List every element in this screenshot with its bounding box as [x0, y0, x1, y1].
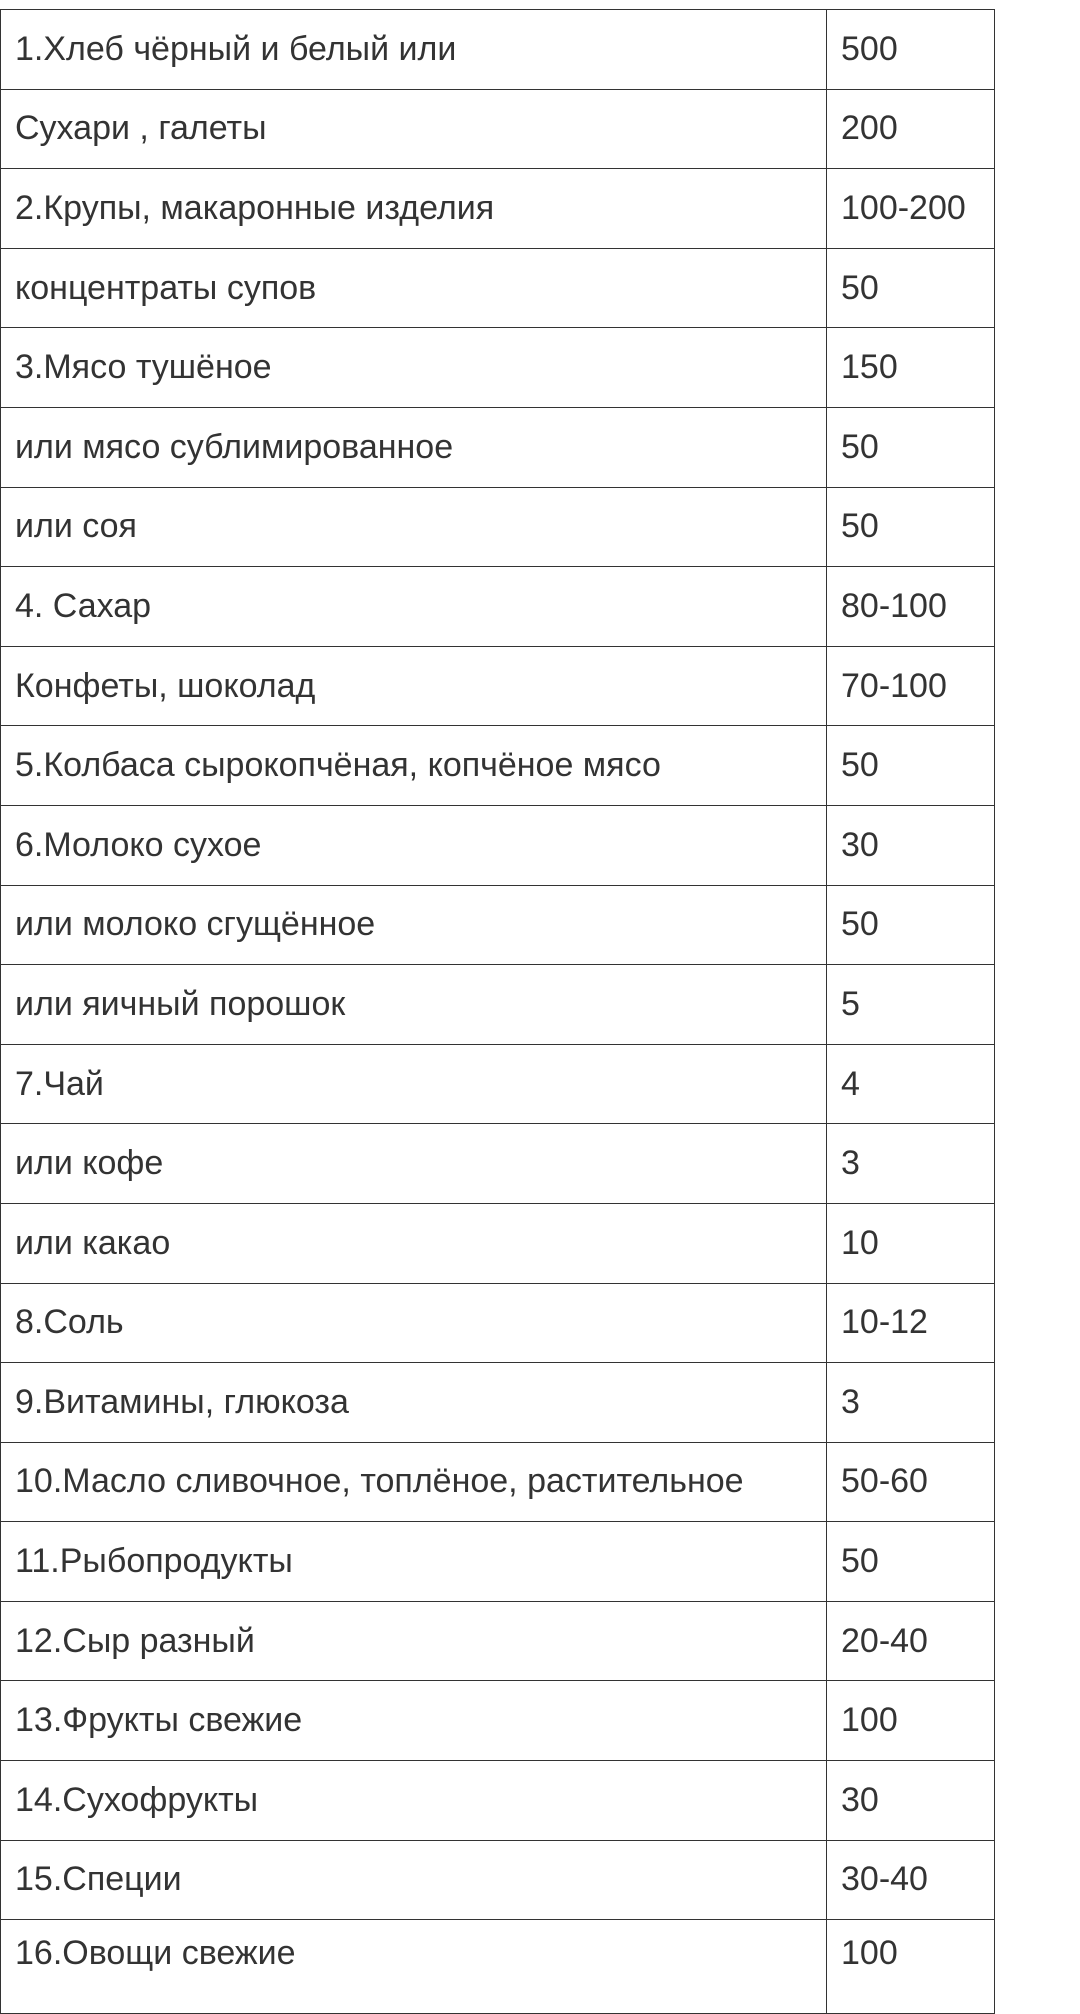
- food-ration-table: [0, 9, 995, 2014]
- item-cell: или молоко сгущённое: [1, 885, 827, 965]
- qty-cell: 30-40: [827, 1840, 995, 1920]
- item-cell: 10.Масло сливочное, топлёное, растительное: [1, 1442, 827, 1522]
- table-row: [1, 885, 995, 965]
- qty-cell: 100: [827, 1681, 995, 1761]
- table-row: [1, 1203, 995, 1283]
- table-row: [1, 1840, 995, 1920]
- item-cell: 9.Витамины, глюкоза: [1, 1363, 827, 1443]
- item-cell: 5.Колбаса сырокопчёная, копчёное мясо: [1, 726, 827, 806]
- item-cell: 13.Фрукты свежие: [1, 1681, 827, 1761]
- item-cell: 8.Соль: [1, 1283, 827, 1363]
- qty-cell: 3: [827, 1124, 995, 1204]
- item-cell: Сухари , галеты: [1, 89, 827, 169]
- qty-cell: 4: [827, 1044, 995, 1124]
- item-cell: 1.Хлеб чёрный и белый или: [1, 10, 827, 90]
- qty-cell: 50: [827, 726, 995, 806]
- table-body: [1, 10, 995, 2014]
- table-row: [1, 1522, 995, 1602]
- qty-cell: 70-100: [827, 646, 995, 726]
- table-row: [1, 1601, 995, 1681]
- item-cell: или мясо сублимированное: [1, 407, 827, 487]
- item-cell: 11.Рыбопродукты: [1, 1522, 827, 1602]
- item-cell: 15.Специи: [1, 1840, 827, 1920]
- item-cell: или соя: [1, 487, 827, 567]
- qty-cell: 30: [827, 1761, 995, 1841]
- qty-cell: 10: [827, 1203, 995, 1283]
- table-row: [1, 248, 995, 328]
- table-row: [1, 487, 995, 567]
- table-row: [1, 169, 995, 249]
- qty-cell: 50-60: [827, 1442, 995, 1522]
- qty-cell: 200: [827, 89, 995, 169]
- qty-cell: 100: [827, 1920, 995, 2014]
- table-row: [1, 805, 995, 885]
- food-ration-table-container: [0, 9, 992, 2014]
- item-cell: или какао: [1, 1203, 827, 1283]
- item-cell: 7.Чай: [1, 1044, 827, 1124]
- table-row: [1, 407, 995, 487]
- table-row: [1, 1920, 995, 2014]
- qty-cell: 10-12: [827, 1283, 995, 1363]
- table-row: [1, 1044, 995, 1124]
- item-cell: 6.Молоко сухое: [1, 805, 827, 885]
- qty-cell: 50: [827, 487, 995, 567]
- table-row: [1, 1681, 995, 1761]
- qty-cell: 50: [827, 885, 995, 965]
- item-cell: 16.Овощи свежие: [1, 1920, 827, 2014]
- item-cell: концентраты супов: [1, 248, 827, 328]
- item-cell: 14.Сухофрукты: [1, 1761, 827, 1841]
- qty-cell: 100-200: [827, 169, 995, 249]
- qty-cell: 5: [827, 965, 995, 1045]
- table-row: [1, 1442, 995, 1522]
- qty-cell: 150: [827, 328, 995, 408]
- qty-cell: 20-40: [827, 1601, 995, 1681]
- qty-cell: 3: [827, 1363, 995, 1443]
- qty-cell: 500: [827, 10, 995, 90]
- item-cell: 12.Сыр разный: [1, 1601, 827, 1681]
- item-cell: Конфеты, шоколад: [1, 646, 827, 726]
- table-row: [1, 89, 995, 169]
- item-cell: 3.Мясо тушёное: [1, 328, 827, 408]
- table-row: [1, 1283, 995, 1363]
- qty-cell: 50: [827, 1522, 995, 1602]
- table-row: [1, 328, 995, 408]
- item-cell: или кофе: [1, 1124, 827, 1204]
- table-row: [1, 567, 995, 647]
- table-row: [1, 965, 995, 1045]
- table-row: [1, 1761, 995, 1841]
- table-row: [1, 646, 995, 726]
- table-row: [1, 726, 995, 806]
- item-cell: 2.Крупы, макаронные изделия: [1, 169, 827, 249]
- qty-cell: 30: [827, 805, 995, 885]
- item-cell: 4. Сахар: [1, 567, 827, 647]
- qty-cell: 50: [827, 248, 995, 328]
- qty-cell: 80-100: [827, 567, 995, 647]
- qty-cell: 50: [827, 407, 995, 487]
- table-row: [1, 10, 995, 90]
- item-cell: или яичный порошок: [1, 965, 827, 1045]
- table-row: [1, 1363, 995, 1443]
- table-row: [1, 1124, 995, 1204]
